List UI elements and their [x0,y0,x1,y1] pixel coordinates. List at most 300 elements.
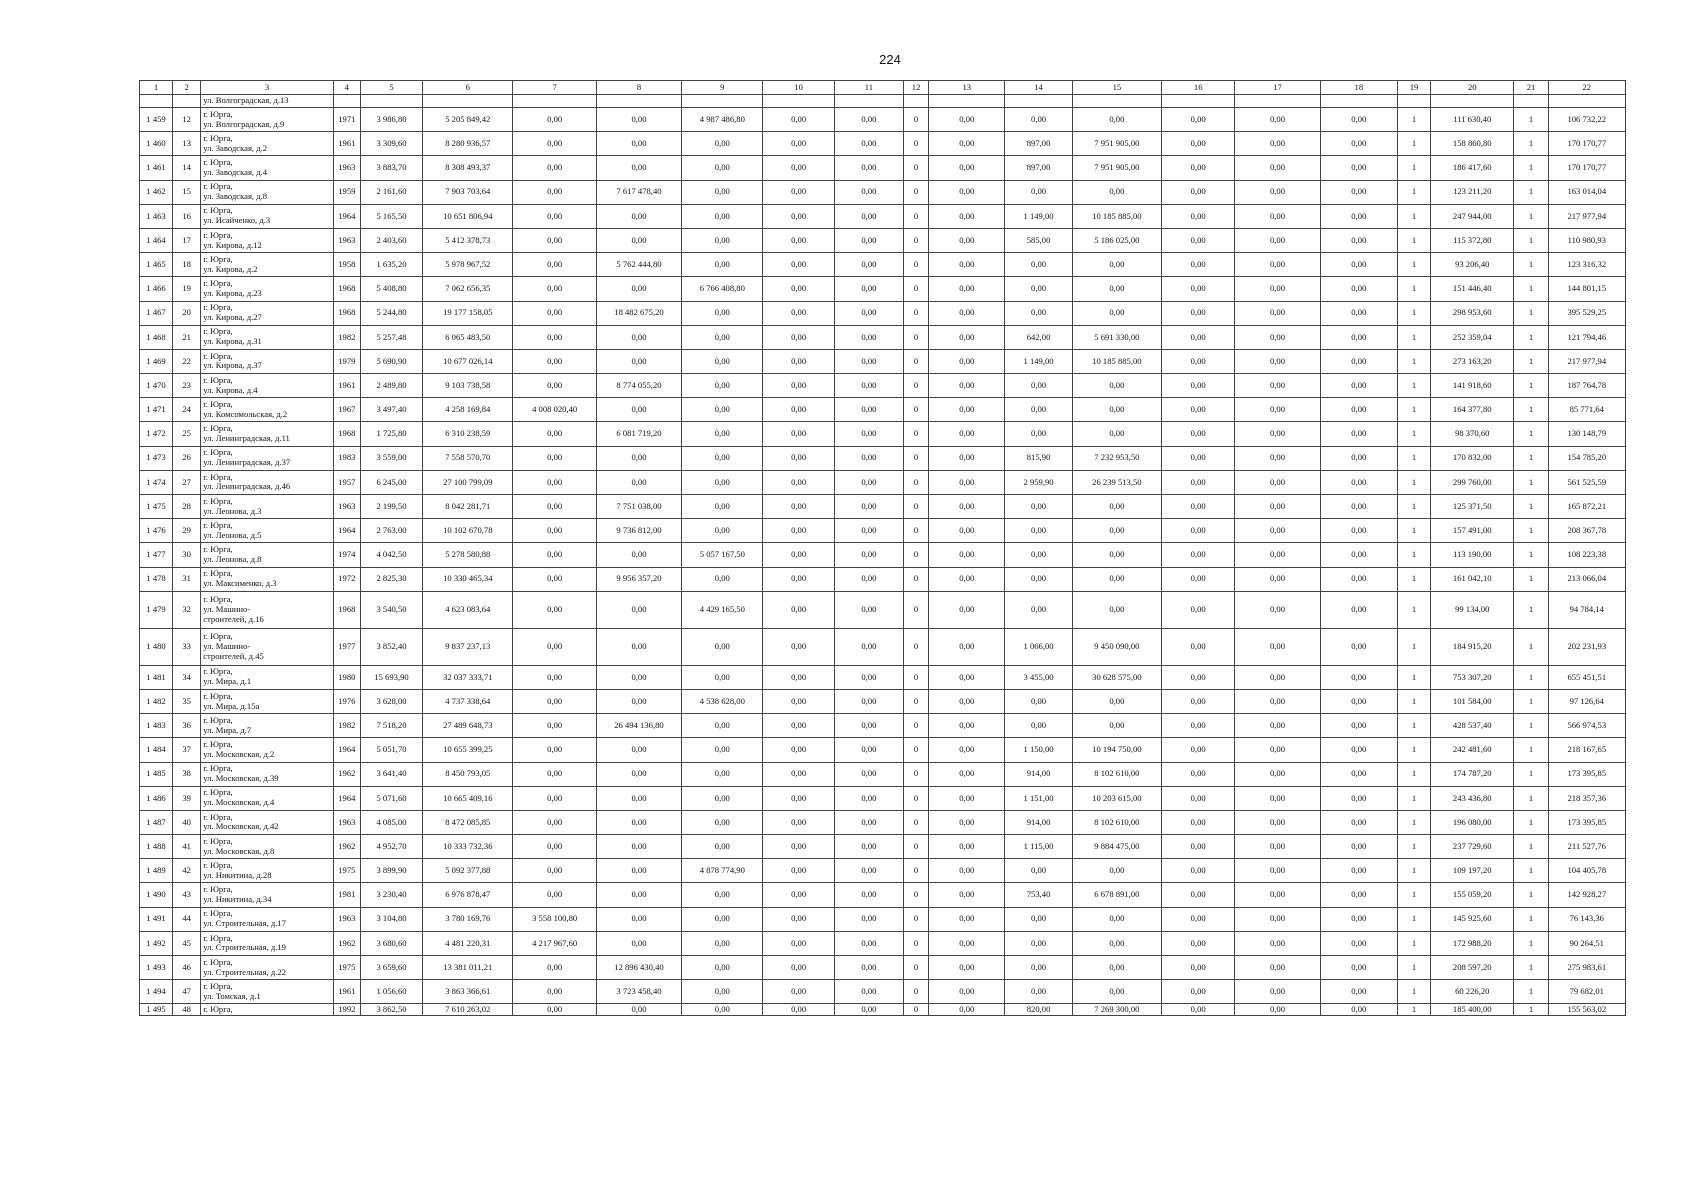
table-row [140,714,1626,738]
table-cell: 0,00 [1072,859,1161,883]
table-cell: 1 459 [140,108,173,132]
table-cell: 0,00 [682,325,763,349]
table-cell: 0,00 [763,204,834,228]
table-cell: 1 463 [140,204,173,228]
table-cell: 5 205 849,42 [423,108,513,132]
table-cell: 123 211,20 [1431,180,1514,204]
table-cell: 29 [173,519,201,543]
table-cell: 1 [1397,495,1430,519]
table-cell: 0,00 [929,374,1005,398]
column-header: 16 [1162,81,1235,95]
table-cell: 0 [904,714,929,738]
column-header: 22 [1548,81,1625,95]
address-cell: г. Юрга, ул. Никитина, д.34 [201,883,334,907]
table-cell: 0,00 [763,180,834,204]
table-cell: 108 223,38 [1548,543,1625,567]
table-cell: 4 952,70 [360,835,422,859]
table-cell: 0,00 [1320,859,1397,883]
column-header: 20 [1431,81,1514,95]
table-cell: 0,00 [834,762,903,786]
table-cell: 1 149,00 [1005,204,1072,228]
table-cell: 0 [904,980,929,1004]
table-cell: 33 [173,628,201,665]
table-cell: 10 185 885,00 [1072,349,1161,373]
table-row [140,883,1626,907]
table-cell: 1982 [333,325,360,349]
table-cell: 0 [904,204,929,228]
table-cell: 0,00 [1005,108,1072,132]
table-cell: 0,00 [596,398,681,422]
table-cell: 217 977,94 [1548,204,1625,228]
table-cell: 0 [904,762,929,786]
table-cell: 0,00 [682,422,763,446]
table-cell: 8 280 936,57 [423,132,513,156]
table-cell: 0,00 [1072,980,1161,1004]
table-cell: 41 [173,835,201,859]
table-cell: 0,00 [1235,883,1320,907]
table-cell: 0,00 [1162,519,1235,543]
table-cell: 187 764,78 [1548,374,1625,398]
table-cell: 93 206,40 [1431,253,1514,277]
table-cell: 0,00 [834,786,903,810]
table-cell: 1 465 [140,253,173,277]
table-cell: 1 725,80 [360,422,422,446]
table-cell: 125 371,50 [1431,495,1514,519]
table-cell: 3 497,40 [360,398,422,422]
table-cell: 22 [173,349,201,373]
table-cell: 0,00 [1235,714,1320,738]
table-cell: 1 150,00 [1005,738,1072,762]
table-cell: 0,00 [513,1004,596,1016]
table-cell: 0,00 [834,980,903,1004]
table-cell: 21 [173,325,201,349]
address-cell: г. Юрга, ул. Леонова, д.5 [201,519,334,543]
table-cell: 0,00 [763,835,834,859]
table-cell: 0,00 [929,132,1005,156]
table-cell: 0 [904,495,929,519]
table-cell: 0 [904,1004,929,1016]
table-cell: 1 484 [140,738,173,762]
table-cell: 0,00 [929,495,1005,519]
table-cell: 0 [904,883,929,907]
table-cell: 0,00 [596,470,681,494]
table-cell: 39 [173,786,201,810]
table-cell: 0,00 [763,714,834,738]
table-cell: 9 956 357,20 [596,567,681,591]
table-cell: 3 309,60 [360,132,422,156]
table-cell: 1 [1397,398,1430,422]
table-cell: 101 584,00 [1431,689,1514,713]
table-cell: 0,00 [596,1004,681,1016]
table-cell: 1 471 [140,398,173,422]
table-cell: 7 558 570,70 [423,446,513,470]
table-cell: 1 490 [140,883,173,907]
table-cell: 0,00 [763,628,834,665]
table-cell: 1 [1514,835,1548,859]
table-cell: 154 785,20 [1548,446,1625,470]
table-cell: 217 977,94 [1548,349,1625,373]
table-cell: 1 [1397,301,1430,325]
table-cell: 0,00 [1072,591,1161,628]
table-cell: 1 [1397,470,1430,494]
table-cell: 0,00 [834,543,903,567]
address-cell: г. Юрга, ул. Московская, д.42 [201,810,334,834]
table-cell: 0,00 [1162,714,1235,738]
table-cell: 1 485 [140,762,173,786]
table-cell: 1 [1514,495,1548,519]
table-cell: 0 [904,519,929,543]
table-cell: 0,00 [596,762,681,786]
table-cell: 18 482 675,20 [596,301,681,325]
table-cell: 0,00 [1072,907,1161,931]
table-cell: 0,00 [1162,253,1235,277]
table-cell: 0,00 [834,374,903,398]
table-cell: 5 186 025,00 [1072,228,1161,252]
table-cell: 1 [1514,543,1548,567]
table-cell: 897,00 [1005,156,1072,180]
column-header: 5 [360,81,422,95]
table-cell: 1962 [333,835,360,859]
table-cell: 0,00 [834,398,903,422]
table-cell: 173 395,85 [1548,810,1625,834]
table-cell: 1981 [333,883,360,907]
table-cell: 208 597,20 [1431,956,1514,980]
table-cell: 4 008 020,40 [513,398,596,422]
table-cell: 3 862,50 [360,1004,422,1016]
table-cell: 10 651 806,94 [423,204,513,228]
table-row [140,665,1626,689]
table-cell: 0,00 [513,301,596,325]
table-cell: 0,00 [1162,931,1235,955]
table-cell: 15 693,90 [360,665,422,689]
table-cell: 218 357,36 [1548,786,1625,810]
table-cell: 218 167,65 [1548,738,1625,762]
table-cell: 4 987 486,80 [682,108,763,132]
table-cell: 0,00 [763,228,834,252]
table-cell: 13 [173,132,201,156]
table-cell: 0,00 [682,470,763,494]
table-cell: 1964 [333,786,360,810]
table-cell: 158 860,80 [1431,132,1514,156]
table-cell: 0,00 [763,253,834,277]
table-cell: 0 [904,277,929,301]
table-cell: 0,00 [1162,810,1235,834]
table-cell: 10 203 615,00 [1072,786,1161,810]
table-cell: 174 787,20 [1431,762,1514,786]
table-cell: 0,00 [1320,156,1397,180]
table-cell: 1 478 [140,567,173,591]
table-cell: 109 197,20 [1431,859,1514,883]
table-cell: 0,00 [682,132,763,156]
table-cell: 1 [1514,519,1548,543]
table-cell: 106 732,22 [1548,108,1625,132]
table-cell: 0,00 [1162,628,1235,665]
table-cell: 0,00 [1162,567,1235,591]
table-cell: 0,00 [1005,567,1072,591]
address-cell: г. Юрга, ул. Заводская, д.8 [201,180,334,204]
address-cell: г. Юрга, ул. Кирова, д.31 [201,325,334,349]
table-cell: 1 066,00 [1005,628,1072,665]
table-cell: 0 [904,325,929,349]
table-cell: 0,00 [596,810,681,834]
table-cell: 1 [1514,108,1548,132]
table-cell: 0,00 [1235,253,1320,277]
table-cell: 1 492 [140,931,173,955]
table-cell: 0,00 [1320,253,1397,277]
table-cell: 0,00 [682,980,763,1004]
table-cell: 0,00 [763,398,834,422]
table-cell: 0,00 [513,156,596,180]
table-cell: 1959 [333,180,360,204]
table-cell: 0,00 [1235,180,1320,204]
table-cell: 1 [1514,714,1548,738]
table-cell: 0,00 [834,1004,903,1016]
table-cell: 31 [173,567,201,591]
table-cell: 0,00 [929,277,1005,301]
table-cell: 1 [1397,859,1430,883]
table-cell: 0,00 [1320,810,1397,834]
table-cell: 0,00 [1320,422,1397,446]
table-cell: 0 [904,398,929,422]
table-row [140,228,1626,252]
table-cell: 0,00 [1235,689,1320,713]
table-cell: 170 832,00 [1431,446,1514,470]
table-cell: 26 [173,446,201,470]
table-cell: 0,00 [513,628,596,665]
table-cell: 0 [904,446,929,470]
table-cell: 1 115,00 [1005,835,1072,859]
table-cell: 5 165,50 [360,204,422,228]
table-cell: 0,00 [682,931,763,955]
table-cell: 0,00 [763,689,834,713]
table-cell: 0,00 [682,228,763,252]
table-cell: 1 [1514,956,1548,980]
table-cell: 1 493 [140,956,173,980]
table-cell: 1 494 [140,980,173,1004]
table-cell: 0,00 [763,374,834,398]
table-cell: 48 [173,1004,201,1016]
table-cell: 0,00 [596,132,681,156]
table-cell: 0,00 [1320,689,1397,713]
table-cell: 5 057 167,50 [682,543,763,567]
address-cell: г. Юрга, ул. Заводская, д.2 [201,132,334,156]
table-cell: 0,00 [1005,495,1072,519]
continuation-row [140,95,1626,108]
table-cell: 0,00 [1072,689,1161,713]
table-cell: 0,00 [1320,374,1397,398]
table-cell: 7 518,20 [360,714,422,738]
table-cell: 19 [173,277,201,301]
table-cell: 0,00 [929,446,1005,470]
table-cell: 1 [1397,567,1430,591]
table-cell: 45 [173,931,201,955]
table-row [140,398,1626,422]
table-cell: 1 488 [140,835,173,859]
table-cell: 0,00 [513,665,596,689]
table-cell: 23 [173,374,201,398]
table-cell: 0,00 [682,253,763,277]
table-cell: 1 477 [140,543,173,567]
table-cell: 0,00 [1005,374,1072,398]
table-cell: 0,00 [1235,374,1320,398]
table-cell: 1957 [333,470,360,494]
table-row [140,1004,1626,1016]
table-cell: 0,00 [929,519,1005,543]
table-cell: 655 451,51 [1548,665,1625,689]
page-number: 224 [879,52,901,67]
table-cell: 0 [904,931,929,955]
table-cell: 0,00 [763,446,834,470]
table-cell: 9 884 475,00 [1072,835,1161,859]
address-cell: г. Юрга, ул. Машино- строителей, д.16 [201,591,334,628]
column-header: 13 [929,81,1005,95]
table-cell: 1 [1514,204,1548,228]
address-cell: г. Юрга, ул. Заводская, д.4 [201,156,334,180]
table-cell: 27 [173,470,201,494]
table-cell: 202 231,93 [1548,628,1625,665]
table-cell: 1 473 [140,446,173,470]
table-cell: 1 [1514,883,1548,907]
table-cell: 0,00 [1320,398,1397,422]
address-cell: г. Юрга, ул. Исайченко, д.3 [201,204,334,228]
table-cell: 0,00 [834,567,903,591]
table-cell: 247 944,00 [1431,204,1514,228]
address-cell: г. Юрга, ул. Мира, д.1 [201,665,334,689]
table-cell: 5 691 330,00 [1072,325,1161,349]
table-cell: 0,00 [1162,132,1235,156]
table-cell: 0,00 [513,277,596,301]
column-header: 15 [1072,81,1161,95]
table-cell: 0,00 [513,446,596,470]
table-cell: 0,00 [834,835,903,859]
table-row [140,810,1626,834]
table-cell: 2 161,60 [360,180,422,204]
table-cell: 0,00 [1162,907,1235,931]
table-cell: 0,00 [834,689,903,713]
table-cell: 0,00 [596,108,681,132]
table-row [140,277,1626,301]
table-cell: 0,00 [929,204,1005,228]
table-cell: 1 480 [140,628,173,665]
table-cell: 1975 [333,859,360,883]
table-cell: 0,00 [1235,567,1320,591]
table-cell: 0,00 [513,495,596,519]
table-cell: 0,00 [929,180,1005,204]
table-cell: 121 794,46 [1548,325,1625,349]
table-cell: 5 408,80 [360,277,422,301]
table-row [140,519,1626,543]
table-cell: 1 [1397,422,1430,446]
table-cell: 1962 [333,931,360,955]
table-cell: 14 [173,156,201,180]
table-cell: 5 092 377,88 [423,859,513,883]
table-cell: 155 563,02 [1548,1004,1625,1016]
table-cell: 0,00 [763,277,834,301]
table-cell: 1 [1397,665,1430,689]
table-row [140,567,1626,591]
table-cell: 0,00 [929,689,1005,713]
table-cell: 1 [1514,567,1548,591]
table-cell: 1 472 [140,422,173,446]
table-cell: 104 405,78 [1548,859,1625,883]
table-cell: 1 [1397,835,1430,859]
table-cell: 0,00 [1162,374,1235,398]
table-cell: 0 [904,835,929,859]
table-cell: 0,00 [1235,786,1320,810]
table-cell: 1 [1397,810,1430,834]
table-cell: 1961 [333,374,360,398]
table-cell: 0,00 [834,204,903,228]
column-header: 18 [1320,81,1397,95]
table-cell: 0,00 [929,883,1005,907]
table-cell: 0,00 [1235,762,1320,786]
table-cell: 0,00 [513,374,596,398]
table-cell: 4 085,00 [360,810,422,834]
table-cell: 0,00 [1162,762,1235,786]
table-row [140,495,1626,519]
table-cell: 0 [904,810,929,834]
table-cell: 40 [173,810,201,834]
table-cell: 3 659,60 [360,956,422,980]
table-cell: 0,00 [834,470,903,494]
table-cell: 0,00 [1235,495,1320,519]
table-cell: 0,00 [1162,543,1235,567]
table-cell: 0,00 [1162,956,1235,980]
table-cell: 2 489,80 [360,374,422,398]
address-cell: г. Юрга, ул. Кирова, д.2 [201,253,334,277]
table-cell: 0,00 [513,762,596,786]
table-cell: 1972 [333,567,360,591]
table-cell: 3 780 169,76 [423,907,513,931]
table-cell: 6 245,00 [360,470,422,494]
table-cell: 0,00 [929,907,1005,931]
table-cell: 0,00 [929,253,1005,277]
column-header: 17 [1235,81,1320,95]
table-cell: 0,00 [513,567,596,591]
table-cell: 0,00 [929,859,1005,883]
table-cell: 0,00 [1320,567,1397,591]
table-cell: 1 470 [140,374,173,398]
table-cell: 0 [904,180,929,204]
column-header: 11 [834,81,903,95]
table-cell: 0,00 [834,446,903,470]
table-row [140,325,1626,349]
table-cell: 6 310 238,59 [423,422,513,446]
table-cell: 2 959,90 [1005,470,1072,494]
table-row [140,543,1626,567]
table-cell: 1 [1397,374,1430,398]
table-cell: 1 [1514,591,1548,628]
table-cell: 0,00 [596,628,681,665]
table-cell: 1 475 [140,495,173,519]
address-cell: г. Юрга, ул. Комсомольская, д.2 [201,398,334,422]
table-row [140,956,1626,980]
address-cell: г. Юрга, ул. Кирова, д.23 [201,277,334,301]
table-cell: 0,00 [929,931,1005,955]
table-cell: 1 468 [140,325,173,349]
table-cell: 4 538 628,00 [682,689,763,713]
table-cell: 3 558 100,80 [513,907,596,931]
table-cell: 1974 [333,543,360,567]
table-cell: 4 429 165,50 [682,591,763,628]
table-cell: 0,00 [763,543,834,567]
table-cell: 395 529,25 [1548,301,1625,325]
table-cell: 0,00 [1320,325,1397,349]
table-cell: 0,00 [1162,228,1235,252]
table-cell: 1 [1397,738,1430,762]
table-cell: 2 825,30 [360,567,422,591]
table-cell: 0,00 [596,738,681,762]
